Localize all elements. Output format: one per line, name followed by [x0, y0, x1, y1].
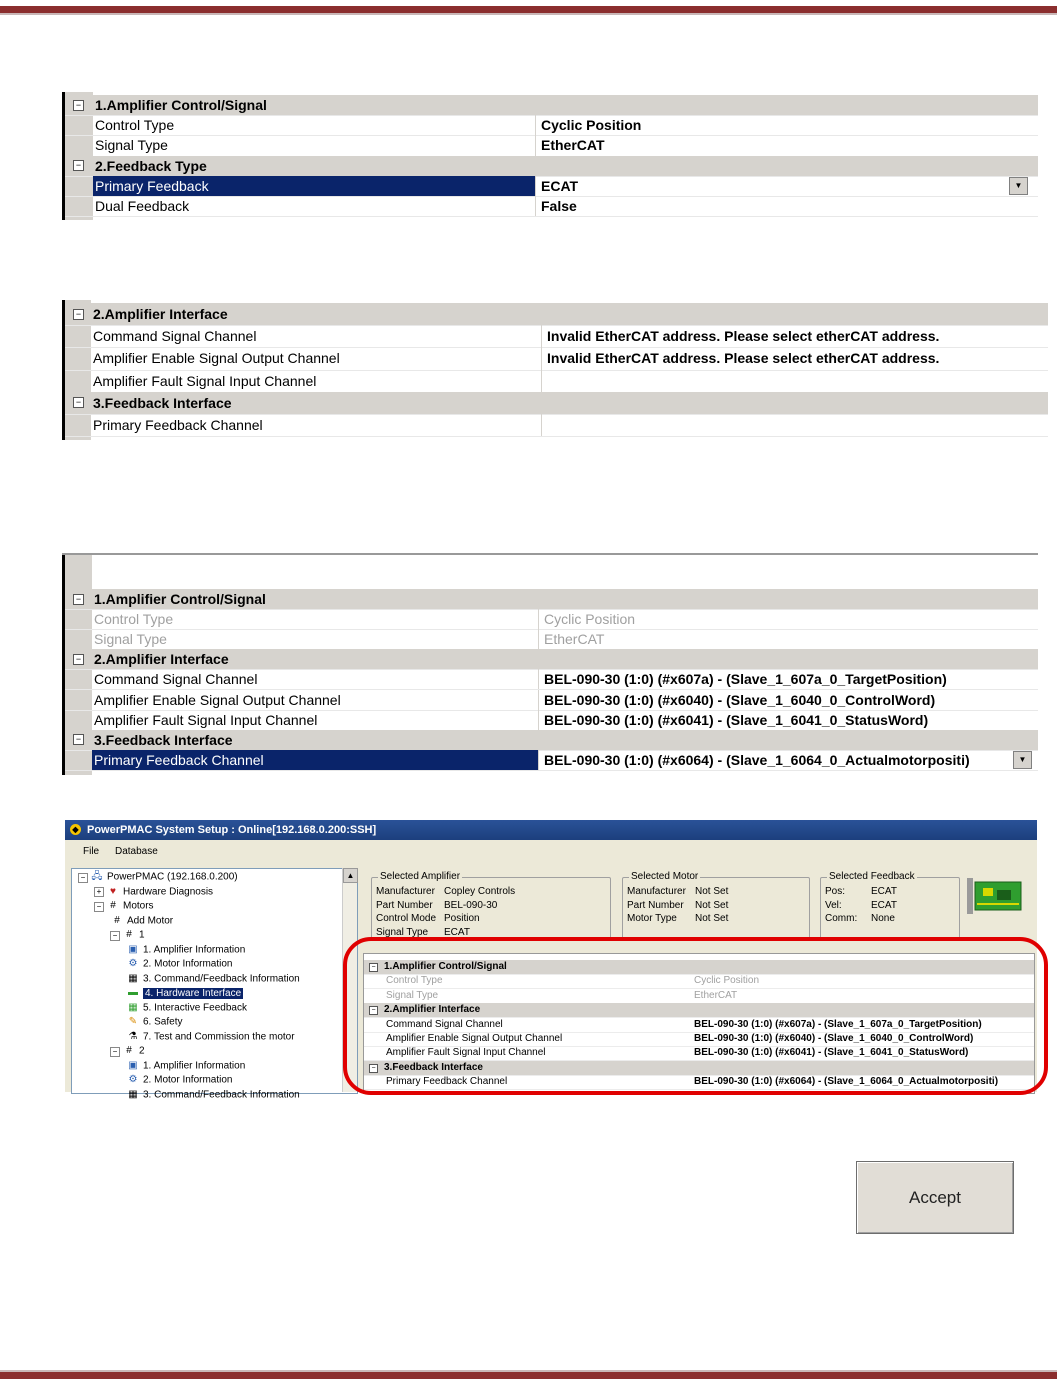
- expander-icon[interactable]: −: [110, 931, 120, 941]
- info-label: Manufacturer: [376, 886, 435, 897]
- info-label: Comm:: [825, 913, 858, 924]
- collapse-icon[interactable]: −: [73, 160, 84, 171]
- tree-node[interactable]: [126, 1016, 182, 1028]
- amplifier-icon: ▣: [128, 1059, 138, 1071]
- info-value: Not Set: [695, 913, 729, 924]
- group-legend: Selected Feedback: [829, 871, 915, 882]
- tree-node-label: 4. Hardware Interface: [145, 987, 242, 999]
- property-value[interactable]: BEL-090-30 (1:0) (#x6064) - (Slave_1_6064_0_Actualmotorpositi): [694, 1076, 999, 1088]
- tree-node[interactable]: [110, 1045, 145, 1057]
- category-title: 2.Amplifier Interface: [93, 306, 228, 322]
- group-legend: Selected Motor: [631, 871, 699, 882]
- collapse-icon[interactable]: −: [73, 734, 84, 745]
- category-row: [65, 589, 1038, 610]
- category-title: 1.Amplifier Control/Signal: [384, 961, 507, 972]
- property-row[interactable]: [65, 750, 1038, 771]
- hash-icon: #: [126, 1045, 132, 1056]
- column-separator: [535, 115, 536, 135]
- flask-icon: ⚗: [128, 1030, 138, 1042]
- tree-node[interactable]: [126, 944, 245, 956]
- property-row[interactable]: [65, 325, 1048, 348]
- collapse-icon[interactable]: −: [73, 654, 84, 665]
- column-separator: [535, 176, 536, 196]
- info-label: Manufacturer: [627, 886, 686, 897]
- category-row: [65, 730, 1038, 751]
- tree-node[interactable]: [78, 871, 238, 883]
- category-title: 2.Feedback Type: [95, 157, 207, 174]
- tree-node[interactable]: [126, 958, 232, 970]
- column-separator: [541, 370, 542, 392]
- property-name: Primary Feedback Channel: [94, 751, 264, 768]
- tree-node-label: 2. Motor Information: [143, 1074, 233, 1086]
- property-name: Amplifier Fault Signal Input Channel: [386, 1047, 546, 1059]
- header-rule: [0, 6, 1057, 13]
- expander-icon[interactable]: −: [110, 1047, 120, 1057]
- dropdown-arrow-icon[interactable]: ▼: [1013, 751, 1032, 769]
- hash-icon: #: [126, 929, 132, 940]
- property-name: Dual Feedback: [95, 198, 190, 214]
- motor-icon: ⚙: [128, 1074, 138, 1085]
- tree-node-label: 2. Motor Information: [143, 958, 233, 970]
- property-name: Amplifier Enable Signal Output Channel: [93, 350, 340, 367]
- tree-node[interactable]: [126, 987, 243, 999]
- property-value[interactable]: EtherCAT: [544, 631, 605, 648]
- property-row[interactable]: [65, 347, 1048, 370]
- property-value[interactable]: False: [541, 198, 577, 214]
- property-name: Signal Type: [386, 989, 439, 1001]
- property-row[interactable]: [65, 135, 1038, 156]
- tree-node-label: 1. Amplifier Information: [143, 1060, 246, 1072]
- info-label: Control Mode: [376, 913, 437, 924]
- column-separator: [538, 609, 539, 629]
- network-icon: 🖧: [91, 871, 103, 882]
- category-title: 3.Feedback Interface: [94, 731, 233, 748]
- property-value[interactable]: Invalid EtherCAT address. Please select etherCAT address.: [547, 328, 940, 345]
- scroll-up-icon[interactable]: ▲: [343, 868, 358, 883]
- collapse-icon[interactable]: −: [73, 594, 84, 605]
- category-row: [65, 95, 1038, 116]
- tree-node[interactable]: [126, 1074, 232, 1086]
- category-row: [65, 392, 1048, 415]
- property-name: Amplifier Enable Signal Output Channel: [94, 691, 341, 708]
- property-value[interactable]: BEL-090-30 (1:0) (#x607a) - (Slave_1_607a_0_TargetPosition): [694, 1018, 982, 1030]
- info-label: Motor Type: [627, 913, 677, 924]
- accept-button[interactable]: Accept: [856, 1161, 1014, 1234]
- tree-node-label: 5. Interactive Feedback: [143, 1002, 247, 1014]
- menu-database[interactable]: Database: [115, 846, 158, 857]
- tree-node-label: 6. Safety: [143, 1016, 183, 1028]
- property-name: Signal Type: [94, 631, 167, 648]
- tree-node-label: 7. Test and Commission the motor: [143, 1031, 295, 1043]
- info-label: Vel:: [825, 899, 842, 911]
- tree-node[interactable]: [126, 1031, 295, 1043]
- info-label: Pos:: [825, 886, 846, 897]
- property-name: Command Signal Channel: [386, 1018, 503, 1030]
- app-logo-icon: ◆: [70, 824, 81, 835]
- column-separator: [538, 690, 539, 710]
- property-value[interactable]: BEL-090-30 (1:0) (#x6041) - (Slave_1_6041_0_StatusWord): [694, 1047, 969, 1059]
- highlight-annotation: [343, 937, 1048, 1095]
- column-separator: [538, 710, 539, 730]
- collapse-icon[interactable]: −: [369, 1064, 378, 1073]
- tree-node[interactable]: [126, 973, 300, 985]
- tree-node[interactable]: [126, 1002, 247, 1014]
- property-value[interactable]: BEL-090-30 (1:0) (#x607a) - (Slave_1_607a_0_TargetPosition): [544, 671, 947, 688]
- safety-icon: ✎: [128, 1016, 138, 1027]
- property-row[interactable]: [65, 710, 1038, 731]
- menu-file[interactable]: File: [83, 846, 100, 857]
- property-name: Primary Feedback Channel: [386, 1076, 508, 1088]
- info-value: ECAT: [871, 899, 897, 911]
- collapse-icon[interactable]: −: [73, 100, 84, 111]
- info-value: None: [871, 913, 895, 924]
- tree-node-label: Motors: [123, 900, 154, 912]
- info-label: Part Number: [627, 899, 684, 911]
- collapse-icon[interactable]: −: [369, 963, 378, 972]
- window-titlebar: [65, 820, 1037, 840]
- info-value: ECAT: [444, 926, 470, 938]
- tree-node[interactable]: [126, 1060, 245, 1072]
- menu-bar: [65, 840, 1037, 862]
- property-name: Control Type: [94, 611, 174, 628]
- column-separator: [541, 414, 542, 436]
- property-value[interactable]: Cyclic Position: [541, 117, 642, 134]
- hash-icon: #: [110, 900, 116, 911]
- signal-icon: ▦: [128, 1088, 138, 1100]
- selected-feedback-group: [820, 871, 960, 939]
- property-value[interactable]: BEL-090-30 (1:0) (#x6040) - (Slave_1_6040_0_ControlWord): [544, 691, 936, 708]
- expander-icon[interactable]: −: [78, 873, 88, 883]
- category-row: [65, 649, 1038, 670]
- info-value: ECAT: [871, 886, 897, 897]
- property-row[interactable]: [65, 414, 1048, 437]
- tree-node-label: 1: [139, 929, 145, 941]
- property-value[interactable]: BEL-090-30 (1:0) (#x6040) - (Slave_1_6040_0_ControlWord): [694, 1033, 974, 1044]
- property-row[interactable]: [65, 629, 1038, 650]
- property-row[interactable]: [65, 196, 1038, 217]
- category-title: 3.Feedback Interface: [384, 1061, 483, 1073]
- property-grid-feedback-type: [62, 92, 1038, 220]
- collapse-icon[interactable]: −: [73, 309, 84, 320]
- category-title: 2.Amplifier Interface: [94, 651, 229, 668]
- tree-node[interactable]: [110, 915, 173, 927]
- column-separator: [535, 135, 536, 155]
- column-separator: [535, 196, 536, 216]
- tree-node[interactable]: [94, 900, 154, 912]
- collapse-icon[interactable]: −: [73, 397, 84, 408]
- tree-node-label: PowerPMAC (192.168.0.200): [107, 871, 238, 883]
- property-row[interactable]: [65, 669, 1038, 690]
- collapse-icon[interactable]: −: [369, 1006, 378, 1015]
- dropdown-arrow-icon[interactable]: ▼: [1009, 177, 1028, 195]
- tree-node[interactable]: [126, 1089, 300, 1101]
- property-value[interactable]: Cyclic Position: [544, 611, 636, 628]
- property-name: Command Signal Channel: [93, 328, 257, 345]
- info-label: Part Number: [376, 899, 433, 911]
- category-title: 2.Amplifier Interface: [384, 1004, 481, 1016]
- group-legend: Selected Amplifier: [380, 871, 461, 882]
- property-value[interactable]: EtherCAT: [541, 137, 605, 154]
- column-separator: [538, 750, 539, 770]
- info-value: Not Set: [695, 899, 729, 911]
- hardware-board-icon: [967, 878, 1023, 914]
- property-row[interactable]: [65, 690, 1038, 711]
- signal-icon: ▦: [128, 972, 138, 984]
- property-name: Control Type: [95, 117, 175, 134]
- category-title: 1.Amplifier Control/Signal: [94, 591, 266, 607]
- selected-motor-group: [622, 871, 810, 939]
- property-row[interactable]: [65, 370, 1048, 393]
- tree-node[interactable]: [94, 886, 213, 898]
- property-value[interactable]: BEL-090-30 (1:0) (#x6064) - (Slave_1_6064_0_Actualmotorpositi): [544, 751, 970, 768]
- property-value[interactable]: ECAT: [541, 177, 579, 194]
- info-value: Copley Controls: [444, 886, 516, 897]
- expander-icon[interactable]: +: [94, 887, 104, 897]
- property-grid-interface-configured: [62, 553, 1038, 775]
- property-value[interactable]: BEL-090-30 (1:0) (#x6041) - (Slave_1_6041_0_StatusWord): [544, 711, 929, 728]
- heart-icon: ♥: [110, 885, 116, 897]
- property-value[interactable]: EtherCAT: [694, 989, 738, 1001]
- footer-rule: [0, 1372, 1057, 1379]
- property-row[interactable]: [65, 176, 1038, 197]
- info-value: Position: [444, 913, 480, 924]
- hardware-icon: ▬: [128, 987, 138, 998]
- property-value[interactable]: Invalid EtherCAT address. Please select etherCAT address.: [547, 350, 940, 367]
- column-separator: [538, 629, 539, 649]
- expander-icon[interactable]: −: [94, 902, 104, 912]
- info-value: BEL-090-30: [444, 899, 498, 911]
- window-title: PowerPMAC System Setup : Online[192.168.0.200:SSH]: [87, 824, 377, 836]
- property-name: Amplifier Fault Signal Input Channel: [94, 711, 318, 728]
- property-name: Control Type: [386, 975, 443, 987]
- motor-icon: ⚙: [128, 958, 138, 969]
- property-name: Amplifier Fault Signal Input Channel: [93, 372, 317, 389]
- hash-icon: #: [114, 914, 120, 926]
- property-name: Primary Feedback Channel: [93, 417, 263, 433]
- property-name: Primary Feedback: [95, 177, 209, 194]
- category-title: 3.Feedback Interface: [93, 394, 232, 411]
- tree-node-label: 1. Amplifier Information: [143, 944, 246, 956]
- tree-node[interactable]: [110, 929, 145, 941]
- property-row[interactable]: [65, 609, 1038, 630]
- category-row: [65, 156, 1038, 177]
- property-value[interactable]: Cyclic Position: [694, 975, 760, 987]
- tree-node-label: Hardware Diagnosis: [123, 886, 214, 898]
- property-name: Command Signal Channel: [94, 671, 258, 688]
- tree-node-label: 2: [139, 1045, 145, 1057]
- property-name: Amplifier Enable Signal Output Channel: [386, 1033, 563, 1044]
- amplifier-icon: ▣: [128, 943, 138, 955]
- navigation-tree[interactable]: [71, 868, 358, 1101]
- category-row: [65, 303, 1048, 326]
- tree-node-label: Add Motor: [127, 915, 174, 927]
- feedback-icon: ▦: [128, 1001, 138, 1013]
- property-name: Signal Type: [95, 137, 168, 154]
- column-separator: [541, 347, 542, 369]
- info-label: Signal Type: [376, 926, 429, 938]
- column-separator: [538, 669, 539, 689]
- selected-amplifier-group: [371, 871, 611, 939]
- property-grid-interface-invalid: [62, 300, 1048, 440]
- property-row[interactable]: [65, 115, 1038, 136]
- column-separator: [541, 325, 542, 347]
- tree-node-label: 3. Command/Feedback Information: [143, 1089, 300, 1101]
- tree-node-label: 3. Command/Feedback Information: [143, 973, 300, 985]
- info-value: Not Set: [695, 886, 729, 897]
- category-title: 1.Amplifier Control/Signal: [95, 97, 267, 113]
